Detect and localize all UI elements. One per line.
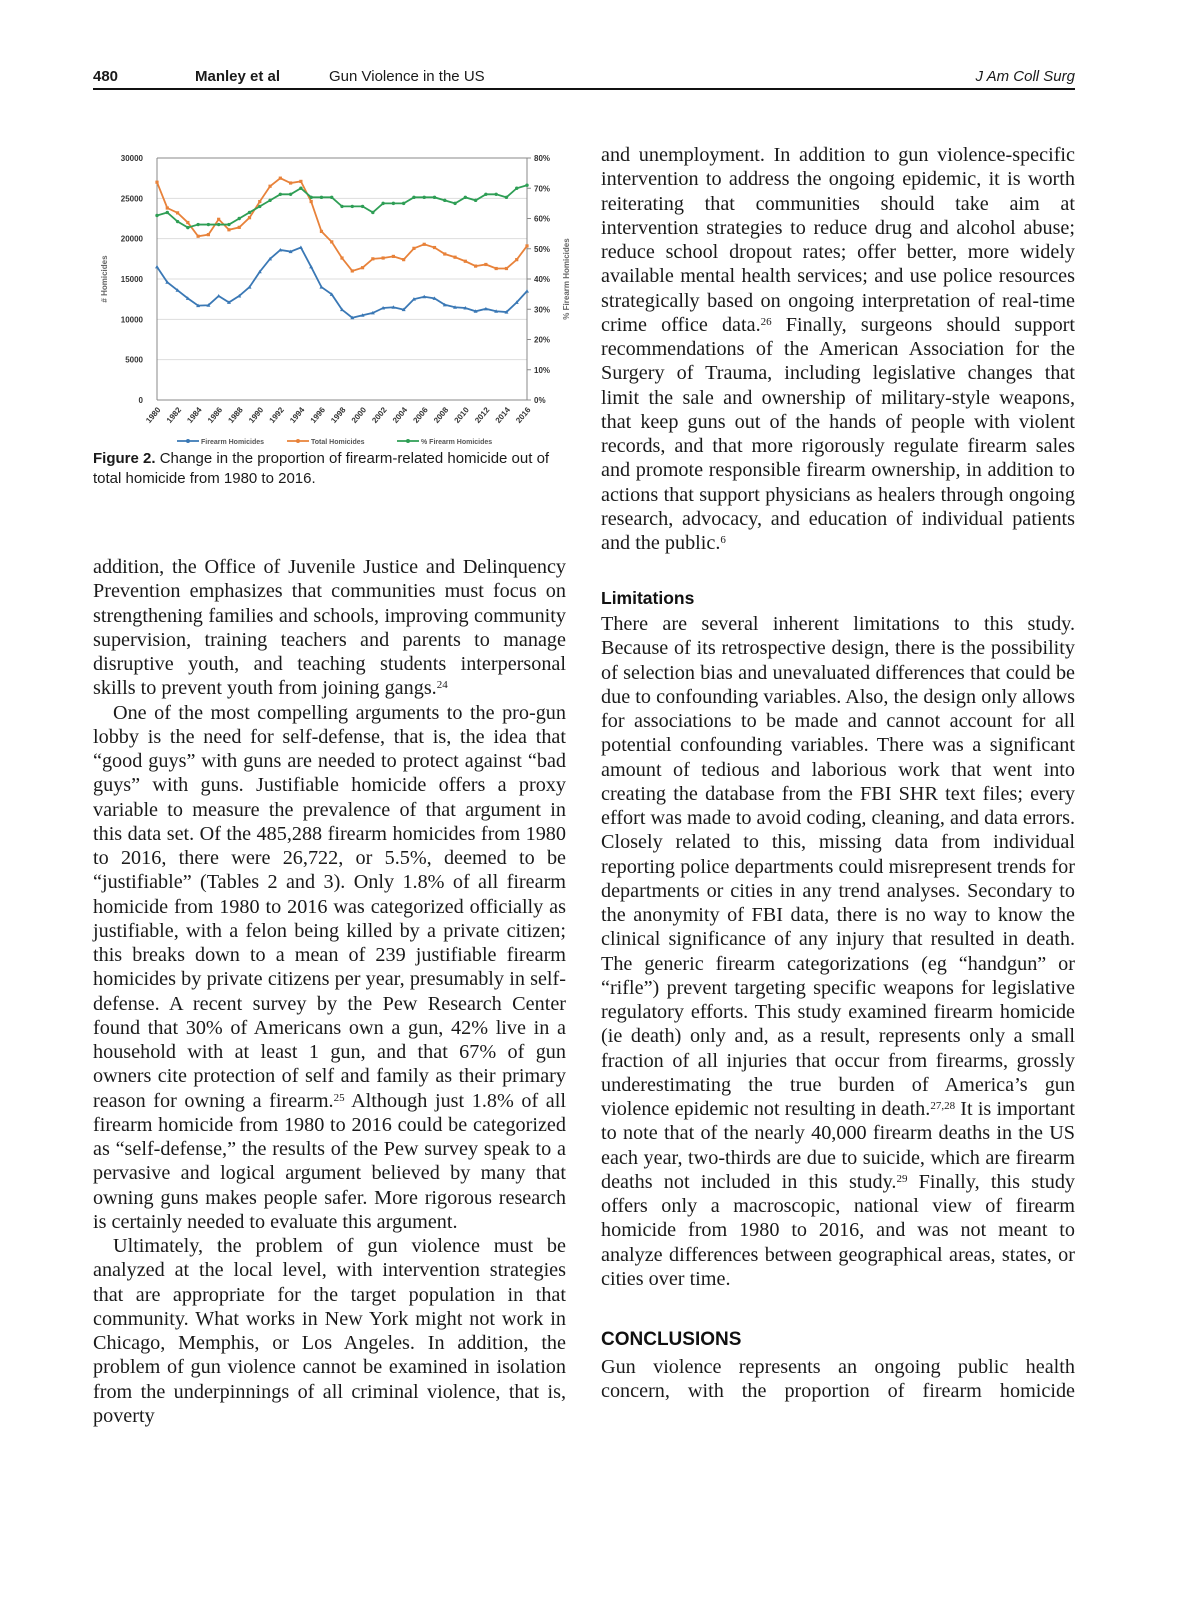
authors: Manley et al [195, 68, 281, 85]
x-tick-label: 1994 [288, 405, 307, 425]
data-point [381, 202, 384, 205]
data-point [268, 199, 271, 202]
data-point [289, 193, 292, 196]
x-tick-label: 2016 [514, 405, 533, 425]
data-point [351, 205, 354, 208]
data-point [186, 221, 189, 224]
data-point [299, 180, 302, 183]
text-run: Finally, surgeons should support recommendations of the American Association for the Surgery of Trauma, including legislative changes that limit the sale and ownership of military-style weapons, that keep guns out of the hands of people with violent records, and that more rigorously regulate firearm sales and promote responsible firearm ownership, in addition to actions that support physicians as healers through ongoing research, advocacy, and education of individual patients and the public. [601, 313, 1075, 554]
x-tick-label: 1998 [329, 405, 348, 425]
x-tick-label: 2000 [349, 405, 369, 425]
data-point [515, 258, 518, 261]
text-run: There are several inherent limitations to this study. Because of its retrospective design, there is the possibility of selection bias and unevaluated differences that could be due to confounding variables. Also, the design only allows for associations to be made and cannot account for all potential confounding variables. There was a significant amount of tedious and laborious work that went into creating the database from the FBI SHR text files; every effort was made to avoid coding, cleaning, and data errors. Closely related to this, missing data from individual reporting police departments could misrepresent trends for departments or cities in any trend analyses. Secondary to the anonymity of FBI data, there is no way to know the clinical significance of any injury that resulted in death. The generic firearm categorizations (eg “handgun” or “rifle”) prevent targeting specific weapons for legislative regulatory efforts. This study examined firearm homicide (ie death) only and, as a result, represents only a small fraction of all injuries that occur from firearms, grossly underestimating the true burden of America’s gun violence epidemic not resulting in death. [601, 613, 1075, 1120]
data-point [217, 218, 220, 221]
data-point [258, 200, 261, 203]
data-point [423, 243, 426, 246]
y2-tick-label: 70% [534, 184, 551, 194]
data-point [505, 267, 508, 270]
data-point [197, 235, 200, 238]
data-point [361, 266, 364, 269]
running-header [93, 66, 1075, 90]
citation-superscript: 24 [436, 679, 448, 692]
x-tick-label: 2014 [493, 405, 512, 425]
data-point [351, 269, 354, 272]
data-point [186, 226, 189, 229]
data-point [340, 256, 343, 259]
y2-tick-label: 0% [534, 396, 546, 405]
data-point [155, 181, 158, 184]
paragraph [601, 1355, 1075, 1404]
left-column-text [93, 555, 566, 1428]
data-point [310, 200, 313, 203]
data-point [525, 289, 529, 293]
data-point [464, 196, 467, 199]
y-tick-label: 5000 [125, 355, 143, 365]
data-point [515, 187, 518, 190]
y-tick-label: 25000 [120, 194, 143, 204]
y2-tick-label: 10% [534, 365, 551, 375]
data-point [268, 185, 271, 188]
data-point [453, 256, 456, 259]
x-tick-label: 2010 [452, 405, 471, 425]
data-point [371, 211, 374, 214]
paragraph [93, 555, 566, 701]
data-point [309, 196, 312, 199]
data-point [320, 230, 323, 233]
paragraph [601, 612, 1075, 1291]
running-title: Gun Violence in the US [329, 68, 485, 85]
legend [177, 439, 492, 446]
x-tick-label: 1980 [144, 405, 163, 425]
data-point [227, 228, 230, 231]
data-point [525, 244, 528, 247]
data-point [443, 252, 446, 255]
data-point [155, 265, 159, 269]
x-tick-label: 1988 [226, 405, 245, 425]
y2-tick-label: 50% [534, 244, 551, 254]
y2-tick-label: 30% [534, 305, 551, 315]
data-point [402, 202, 405, 205]
text-run: Ultimately, the problem of gun violence must be analyzed at the local level, with intervention strategies that are appropriate for the target population in that community. What works in New York might not work in Chicago, Memphis, or Los Angeles. In addition, the problem of gun violence cannot be examined in isolation from the underpinnings of all criminal violence, that is, poverty [93, 1235, 566, 1427]
x-tick-label: 1982 [164, 405, 184, 425]
data-point [453, 202, 456, 205]
figure-caption-text: Change in the proportion of firearm-related homicide out of total homicide from 1980 to 2016. [93, 450, 550, 487]
limitations-heading: Limitations [601, 588, 695, 608]
data-point [207, 233, 210, 236]
data-point [155, 214, 158, 217]
text-run: It is important to note that of the nearly 40,000 firearm deaths in the US each year, two-thirds are due to suicide, which are firearm deaths not included in this study. [601, 1098, 1075, 1193]
x-tick-label: 1996 [308, 405, 327, 425]
y-tick-label: 10000 [120, 315, 143, 325]
data-point [412, 196, 415, 199]
legend-marker [296, 439, 300, 443]
journal-name: J Am Coll Surg [975, 68, 1075, 85]
paragraph [93, 701, 566, 1235]
legend-marker [406, 439, 410, 443]
data-point [320, 196, 323, 199]
data-point [176, 211, 179, 214]
paragraph [601, 143, 1075, 555]
right-column-intro [601, 143, 1075, 555]
data-point [217, 294, 221, 298]
figure-2-chart [95, 140, 575, 450]
data-point [196, 223, 199, 226]
data-point [330, 196, 333, 199]
data-point [495, 267, 498, 270]
data-point [330, 240, 333, 243]
conclusions-text [601, 1355, 1075, 1404]
data-point [279, 193, 282, 196]
conclusions-heading: CONCLUSIONS [601, 1329, 742, 1350]
data-point [494, 193, 497, 196]
data-point [238, 217, 241, 220]
data-point [371, 257, 374, 260]
y-tick-label: 0 [138, 396, 143, 405]
data-point [238, 226, 241, 229]
data-point [474, 199, 477, 202]
data-point [525, 184, 528, 187]
data-point [392, 202, 395, 205]
x-tick-label: 2008 [431, 405, 451, 425]
data-point [166, 211, 169, 214]
citation-superscript: 25 [333, 1091, 345, 1104]
x-tick-label: 2004 [390, 405, 410, 425]
data-point [258, 205, 261, 208]
x-tick-label: 2002 [370, 405, 389, 425]
data-point [464, 260, 467, 263]
data-point [289, 181, 292, 184]
data-point [361, 205, 364, 208]
x-tick-label: 2006 [411, 405, 430, 425]
x-tick-label: 1986 [205, 405, 225, 425]
data-point [484, 193, 487, 196]
text-run: Finally, this study offers only a macroscopic, national view of firearm homicide from 1980 to 2016, and was not meant to analyze differences between geographical areas, states, or cities over time. [601, 1170, 1076, 1290]
data-point [392, 255, 395, 258]
y-tick-label: 20000 [120, 234, 143, 244]
data-point [433, 196, 436, 199]
page-number: 480 [93, 68, 119, 85]
data-point [227, 223, 230, 226]
figure-caption [93, 449, 568, 489]
data-point [279, 177, 282, 180]
legend-marker [186, 439, 190, 443]
y-axis-label: # Homicides [100, 255, 109, 303]
text-run: Although just 1.8% of all firearm homicide from 1980 to 2016 could be categorized as “self-defense,” the results of the Pew survey speak to a pervasive and logical argument believed by many that owning guns makes people safer. More rigorous research is certainly needed to evaluate this argument. [93, 1089, 566, 1233]
x-tick-label: 1992 [267, 405, 286, 425]
data-point [299, 187, 302, 190]
x-tick-label: 2012 [473, 405, 492, 425]
data-point [217, 223, 220, 226]
citation-superscript: 29 [896, 1172, 908, 1185]
data-point [484, 263, 487, 266]
y2-tick-label: 40% [534, 275, 551, 284]
text-run: Gun violence represents an ongoing public health concern, with the proportion of firearm homicide [601, 1356, 1075, 1403]
y2-tick-label: 60% [534, 214, 551, 224]
y2-tick-label: 80% [534, 154, 551, 163]
data-point [505, 196, 508, 199]
limitations-text [601, 612, 1075, 1291]
legend-label: Firearm Homicides [201, 439, 265, 446]
data-point [443, 199, 446, 202]
data-point [412, 247, 415, 250]
citation-superscript: 6 [720, 534, 726, 546]
data-point [474, 264, 477, 267]
text-run: addition, the Office of Juvenile Justice and Delinquency Prevention emphasizes that communities must focus on strengthening families and schools, improving community supervision, training teachers and parents to manage disruptive youth, and teaching students interpersonal skills to prevent youth from joining gangs. [93, 556, 566, 700]
data-point [248, 211, 251, 214]
data-point [382, 256, 385, 259]
data-point [207, 223, 210, 226]
y-tick-label: 30000 [120, 154, 143, 163]
data-point [248, 216, 251, 219]
y2-axis-label: % Firearm Homicides [562, 238, 571, 320]
text-run: One of the most compelling arguments to the pro-gun lobby is the need for self-defense, that is, the idea that “good guys” with guns are needed to protect against “bad guys” with guns. Justifiable homicide offers a proxy variable to measure the prevalence of that argument in this data set. Of the 485,288 firearm homicides from 1980 to 2016, there were 26,722, or 5.5%, deemed to be “justifiable” (Tables 2 and 3). Only 1.8% of all firearm homicide from 1980 to 2016 was categorized officially as justifiable, with a felon being killed by a private citizen; this breaks down to a mean of 239 justifiable firearm homicides by private citizens per year, presumably in self-defense. A recent survey by the Pew Research Center found that 30% of Americans own a gun, 42% live in a household with at least 1 gun, and that 67% of gun owners cite protection of self and family as their primary reason for owning a firearm. [93, 701, 566, 1112]
x-tick-label: 1984 [185, 405, 204, 425]
legend-label: Total Homicides [311, 439, 365, 446]
x-tick-label: 1990 [246, 405, 266, 425]
data-point [402, 258, 405, 261]
y2-tick-label: 20% [534, 335, 551, 345]
citation-superscript: 26 [760, 315, 772, 328]
data-point [340, 205, 343, 208]
figure-label: Figure 2. [93, 450, 156, 467]
citation-superscript: 27,28 [930, 1100, 956, 1112]
data-point [423, 196, 426, 199]
data-point [433, 246, 436, 249]
text-run: and unemployment. In addition to gun violence-specific intervention to address the ongoing epidemic, it is worth reiterating that communities should take aim at intervention strategies to reduce drug and alcohol abuse; reduce school dropout rates; offer better, more widely available mental health services; and use police resources strategically based on ongoing interpretation of real-time crime office data. [601, 144, 1075, 336]
paragraph [93, 1234, 566, 1428]
y-tick-label: 15000 [120, 275, 143, 284]
legend-label: % Firearm Homicides [421, 439, 493, 446]
data-point [176, 220, 179, 223]
data-point [166, 206, 169, 209]
